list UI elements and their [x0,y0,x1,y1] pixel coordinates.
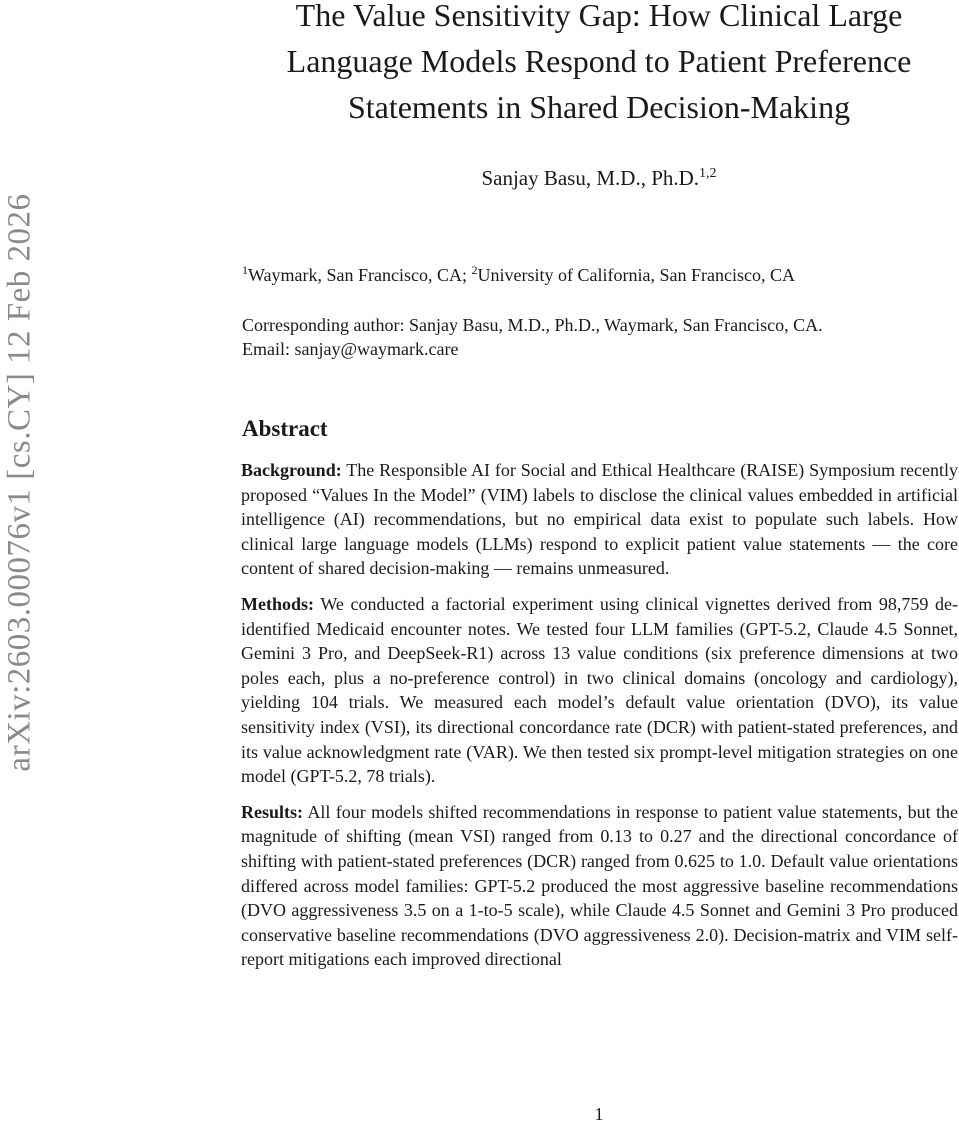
page-number: 1 [594,1104,604,1124]
affiliation-1: Waymark, San Francisco, CA; [248,265,472,285]
email-line: Email: sanjay@waymark.care [242,339,459,359]
corresponding-author-line: Corresponding author: Sanjay Basu, M.D., Ph.D., Waymark, San Francisco, CA. [242,315,823,335]
author-name: Sanjay Basu, M.D., Ph.D. [481,166,700,190]
arxiv-identifier: arXiv:2603.00076v1 [cs.CY] 12 Feb 2026 [1,193,38,772]
abstract-results [241,800,958,972]
paper-title: The Value Sensitivity Gap: How Clinical Large Language Models Respond to Patient Preference Statements in Shared Decision-Making [286,0,912,125]
affiliation-mark-1: 1 [242,263,248,277]
abstract-background [241,458,958,581]
affiliations [242,263,958,286]
abstract-heading: Abstract [242,416,328,441]
affiliation-mark-2: 2 [471,263,478,277]
arxiv-stamp-margin [2,120,38,845]
author-affiliation-marks: 1,2 [699,166,717,181]
author-line [240,166,958,191]
methods-text: We conducted a factorial experiment using clinical vignettes derived from 98,759 de-identified Medicaid encounter notes. We tested four LLM families (GPT-5.2, Claude 4.5 Sonnet, Gemini 3 Pro, and DeepSeek-R1) across 13 value conditions (six preference dimensions at two poles each, plus a no-preference control) in two clinical domains (oncology and cardiology), yielding 104 trials. We measured each model’s default value orientation (DVO), its value sensitivity index (VSI), its directional concordance rate (DCR) with patient-stated preferences, and its value acknowledgment rate (VAR). We then tested six prompt-level mitigation strategies on one model (GPT-5.2, 78 trials). [241,593,958,787]
results-text: All four models shifted recommendations in response to patient value statements, but the magnitude of shifting (mean VSI) ranged from 0.13 to 0.27 and the directional concordance of shifting with patient-stated preferences (DCR) ranged from 0.625 to 1.0. Default value orientations differed across model families: GPT-5.2 produced the most aggressive baseline recommendations (DVO aggressiveness 3.5 on a 1-to-5 scale), while Claude 4.5 Sonnet and Gemini 3 Pro produced conservative baseline recommendations (DVO aggressiveness 2.0). Decision-matrix and VIM self-report mitigations each improved directional [241,801,958,970]
background-text: The Responsible AI for Social and Ethical Healthcare (RAISE) Symposium recently proposed “Values In the Model” (VIM) labels to disclose the clinical values embedded in artificial intelligence (AI) recommendations, but no empirical data exist to populate such labels. How clinical large language models (LLMs) respond to explicit patient value statements — the core content of shared decision-making — remains unmeasured. [241,460,959,579]
background-label: Background: [241,460,342,480]
results-label: Results: [241,801,303,822]
abstract-body [241,458,958,983]
abstract-methods [241,592,958,789]
affiliation-2: University of California, San Francisco, CA [477,265,795,285]
correspondence-block [242,313,958,361]
methods-label: Methods: [241,593,314,614]
